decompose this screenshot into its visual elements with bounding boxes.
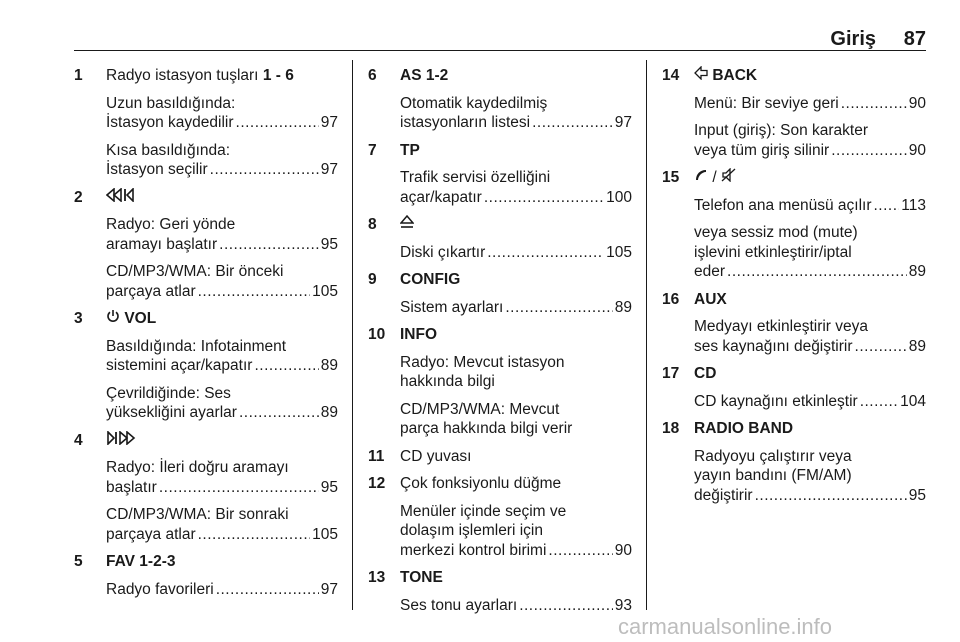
page-title: Giriş <box>830 28 876 50</box>
description-line: Radyo: Geri yönde <box>106 216 236 234</box>
page-reference-line <box>400 596 632 616</box>
entry-number: 6 <box>368 67 377 84</box>
legend-entry-16 <box>662 290 926 357</box>
description-line: Çevrildiğinde: Ses <box>106 384 231 402</box>
page-reference[interactable]: 95 <box>320 235 338 253</box>
legend-entry-18 <box>662 419 926 505</box>
entry-title <box>400 215 632 235</box>
legend-entry-6 <box>368 66 632 133</box>
entry-title-text: / <box>712 169 717 187</box>
description-line: Kısa basıldığında: <box>106 141 231 159</box>
description-line: yüksekliğini ayarlar <box>106 404 237 422</box>
entry-title-key: BACK <box>712 67 758 84</box>
entry-description <box>400 502 632 561</box>
entry-description <box>106 141 338 180</box>
description-line: değiştirir <box>694 486 753 504</box>
watermark: carmanualsonline.info <box>618 614 833 639</box>
page-reference[interactable]: 113 <box>901 196 926 214</box>
legend-entry-12 <box>368 474 632 560</box>
legend-entry-8 <box>368 215 632 262</box>
entry-title <box>400 447 632 467</box>
entry-title-key: TP <box>400 141 420 159</box>
page-reference[interactable]: 95 <box>908 486 926 504</box>
leader-dots <box>860 392 898 412</box>
page-reference[interactable]: 97 <box>320 580 338 598</box>
page-reference-line <box>106 403 338 423</box>
entry-title <box>400 325 632 345</box>
description-line: açar/kapatır <box>400 188 482 206</box>
leader-dots <box>548 541 612 561</box>
column-divider <box>646 60 647 610</box>
legend-entry-14 <box>662 66 926 160</box>
entry-title-key: INFO <box>400 326 438 344</box>
page-reference[interactable]: 100 <box>606 188 632 206</box>
legend-entry-10 <box>368 325 632 439</box>
entry-title-text: Radyo istasyon tuşları <box>106 67 259 84</box>
description-line: Input (giriş): Son karakter <box>694 122 869 140</box>
page-reference-line <box>106 356 338 376</box>
description-line: Otomatik kaydedilmiş <box>400 94 548 112</box>
page-reference-line <box>400 298 632 318</box>
leader-dots <box>210 160 319 180</box>
leader-dots <box>519 596 613 616</box>
leader-dots <box>219 235 319 255</box>
entry-title-key: VOL <box>124 310 157 328</box>
entry-title-key: AUX <box>694 290 727 308</box>
entry-number: 15 <box>662 169 680 187</box>
description-line: parçaya atlar <box>106 282 196 300</box>
rewind-skip-back-icon <box>106 188 136 208</box>
page-reference[interactable]: 90 <box>614 541 632 559</box>
leader-dots <box>159 478 319 498</box>
page-reference[interactable]: 93 <box>614 596 632 614</box>
entry-description <box>400 353 632 392</box>
description-line: veya sessiz mod (mute) <box>694 224 858 242</box>
entry-number: 18 <box>662 420 680 438</box>
entry-title <box>694 419 926 439</box>
description-line: CD/MP3/WMA: Bir sonraki <box>106 506 289 524</box>
entry-description <box>106 262 338 301</box>
entry-number: 12 <box>368 475 386 493</box>
entry-description <box>694 447 926 506</box>
column-left <box>74 66 338 607</box>
page-reference[interactable]: 89 <box>908 263 926 281</box>
entry-description <box>400 596 632 616</box>
description-line: istasyonların listesi <box>400 114 531 131</box>
description-line: parçaya atlar <box>106 525 196 543</box>
description-line: CD kaynağını etkinleştir <box>694 392 858 410</box>
leader-dots <box>254 356 318 376</box>
page-reference-line <box>106 580 338 600</box>
page-reference[interactable]: 97 <box>320 114 338 131</box>
description-line: Menü: Bir seviye geri <box>694 94 839 112</box>
entry-title-key: CONFIG <box>400 271 461 289</box>
description-line: aramayı başlatır <box>106 235 218 253</box>
legend-entry-17 <box>662 364 926 411</box>
legend-entry-9 <box>368 270 632 317</box>
page-reference[interactable]: 104 <box>900 392 926 410</box>
entry-number: 4 <box>74 431 83 449</box>
leader-dots <box>755 486 907 506</box>
entry-number: 8 <box>368 216 377 233</box>
entry-description <box>106 580 338 600</box>
page-reference[interactable]: 89 <box>614 298 632 316</box>
page-header <box>0 28 960 52</box>
mute-icon <box>721 168 737 188</box>
leader-dots <box>198 282 311 302</box>
entry-title <box>694 66 926 86</box>
entry-title <box>694 168 926 188</box>
page-reference[interactable]: 89 <box>320 404 338 422</box>
entry-number: 11 <box>368 447 385 465</box>
page-reference-line <box>106 113 338 133</box>
page-reference[interactable]: 95 <box>320 478 338 496</box>
entry-title-key: CD <box>694 365 717 383</box>
entry-title-text: Çok fonksiyonlu düğme <box>400 475 562 493</box>
page-reference-line <box>106 160 338 180</box>
description-line: CD/MP3/WMA: Bir önceki <box>106 263 284 281</box>
page-reference[interactable]: 90 <box>908 141 926 159</box>
page-reference-line <box>694 141 926 161</box>
page-reference-line <box>694 392 926 412</box>
phone-mute-icon <box>694 168 708 188</box>
description-line: Trafik servisi özelliğini <box>400 169 551 186</box>
description-line: Radyoyu çalıştırır veya <box>694 447 852 465</box>
page-reference-line <box>106 235 338 255</box>
back-arrow-icon <box>694 66 708 86</box>
page-reference-line <box>694 196 926 216</box>
leader-dots <box>484 188 604 208</box>
eject-icon <box>400 215 414 235</box>
description-line: Menüler içinde seçim ve <box>400 502 567 520</box>
entry-title <box>400 568 632 588</box>
description-line: başlatır <box>106 478 157 496</box>
skip-forward-icon <box>106 431 136 451</box>
column-right <box>662 66 926 513</box>
entry-description <box>106 215 338 254</box>
description-line: parça hakkında bilgi verir <box>400 420 573 438</box>
entry-title-text: CD yuvası <box>400 447 472 465</box>
description-line: Telefon ana menüsü açılır <box>694 196 872 214</box>
page-reference-line <box>400 188 632 208</box>
entry-title <box>400 270 632 290</box>
page-reference-line <box>106 525 338 545</box>
entry-description <box>106 458 338 497</box>
entry-number: 13 <box>368 569 386 587</box>
legend-entry-13 <box>368 568 632 615</box>
entry-description <box>694 223 926 282</box>
legend-entry-15 <box>662 168 926 282</box>
description-line: Radyo: Mevcut istasyon <box>400 353 565 371</box>
entry-number: 17 <box>662 365 680 383</box>
entry-number: 16 <box>662 290 680 308</box>
description-line: Sistem ayarları <box>400 298 504 316</box>
description-line: yayın bandını (FM/AM) <box>694 467 852 485</box>
leader-dots <box>505 298 612 318</box>
entry-description <box>400 400 632 439</box>
entry-title <box>106 309 338 329</box>
power-icon <box>106 309 120 329</box>
description-line: Radyo favorileri <box>106 580 214 598</box>
description-line: CD/MP3/WMA: Mevcut <box>400 400 560 418</box>
legend-entry-7 <box>368 141 632 208</box>
description-line: Uzun basıldığında: <box>106 94 236 112</box>
entry-title <box>106 552 338 572</box>
page-reference[interactable]: 97 <box>614 114 632 131</box>
leader-dots <box>198 525 311 545</box>
leader-dots <box>831 141 907 161</box>
page-reference-line <box>400 243 632 263</box>
entry-description <box>694 121 926 160</box>
entry-number: 7 <box>368 141 377 159</box>
description-line: Basıldığında: Infotainment <box>106 337 287 355</box>
entry-title-key: AS 1-2 <box>400 67 449 84</box>
entry-number: 2 <box>74 188 83 206</box>
page-reference[interactable]: 89 <box>320 357 338 375</box>
entry-description <box>694 196 926 216</box>
legend-entry-11 <box>368 447 632 467</box>
legend-entry-4 <box>74 431 338 545</box>
entry-title <box>106 66 338 86</box>
entry-description <box>400 298 632 318</box>
page-reference[interactable]: 105 <box>606 243 632 261</box>
entry-description <box>400 94 632 133</box>
entry-title <box>106 188 338 208</box>
page-reference-line <box>694 486 926 506</box>
entry-title-key: 1 - 6 <box>262 67 294 84</box>
page-reference[interactable]: 90 <box>908 94 926 112</box>
entry-description <box>106 384 338 423</box>
description-line: merkezi kontrol birimi <box>400 541 547 559</box>
entry-number: 1 <box>74 67 83 84</box>
column-divider <box>352 60 353 610</box>
entry-description <box>106 94 338 133</box>
description-line: eder <box>694 263 726 281</box>
leader-dots <box>855 337 907 357</box>
leader-dots <box>532 113 613 133</box>
legend-entry-3 <box>74 309 338 423</box>
description-line: sistemini açar/kapatır <box>106 357 253 375</box>
page-number: 87 <box>903 28 926 50</box>
page-reference[interactable]: 105 <box>312 282 338 300</box>
entry-title-key: TONE <box>400 569 443 587</box>
leader-dots <box>487 243 604 263</box>
entry-title <box>106 431 338 451</box>
entry-description <box>694 317 926 356</box>
page-reference-line <box>694 337 926 357</box>
entry-number: 10 <box>368 326 386 344</box>
page-reference-line <box>400 113 632 133</box>
page-reference-line <box>694 262 926 282</box>
leader-dots <box>216 580 319 600</box>
page-reference-line <box>106 478 338 498</box>
description-line: veya tüm giriş silinir <box>694 141 830 159</box>
page-reference[interactable]: 97 <box>320 161 338 178</box>
page-reference[interactable]: 89 <box>908 337 926 355</box>
page-reference[interactable]: 105 <box>312 525 338 543</box>
legend-entry-5 <box>74 552 338 599</box>
entry-title <box>694 364 926 384</box>
entry-title <box>694 290 926 310</box>
page-reference-line <box>106 282 338 302</box>
entry-description <box>106 337 338 376</box>
entry-title <box>400 66 632 86</box>
entry-title <box>400 141 632 161</box>
description-line: ses kaynağını değiştirir <box>694 337 853 355</box>
leader-dots <box>874 196 900 216</box>
description-line: işlevini etkinleştirir/iptal <box>694 243 852 261</box>
leader-dots <box>236 113 319 133</box>
entry-description <box>694 392 926 412</box>
description-line: İstasyon seçilir <box>106 161 208 178</box>
entry-description <box>694 94 926 114</box>
entry-description <box>400 243 632 263</box>
legend-entry-2 <box>74 188 338 302</box>
description-line: Diski çıkartır <box>400 243 486 261</box>
header-rule <box>74 50 926 51</box>
entry-description <box>106 505 338 544</box>
description-line: dolaşım işlemleri için <box>400 522 543 540</box>
leader-dots <box>841 94 907 114</box>
entry-number: 5 <box>74 553 83 571</box>
entry-title <box>400 474 632 494</box>
description-line: hakkında bilgi <box>400 373 495 391</box>
description-line: Ses tonu ayarları <box>400 596 518 614</box>
page-reference-line <box>400 541 632 561</box>
leader-dots <box>239 403 319 423</box>
page-reference-line <box>694 94 926 114</box>
entry-number: 3 <box>74 310 83 328</box>
description-line: Radyo: İleri doğru aramayı <box>106 459 289 477</box>
entry-title-key: FAV 1-2-3 <box>106 553 176 571</box>
entry-number: 9 <box>368 271 377 289</box>
leader-dots <box>727 262 907 282</box>
entry-number: 14 <box>662 67 680 84</box>
description-line: İstasyon kaydedilir <box>106 114 234 131</box>
legend-entry-1 <box>74 66 338 180</box>
column-middle <box>368 66 632 623</box>
entry-title-key: RADIO BAND <box>694 420 794 438</box>
description-line: Medyayı etkinleştirir veya <box>694 318 869 336</box>
entry-description <box>400 168 632 207</box>
